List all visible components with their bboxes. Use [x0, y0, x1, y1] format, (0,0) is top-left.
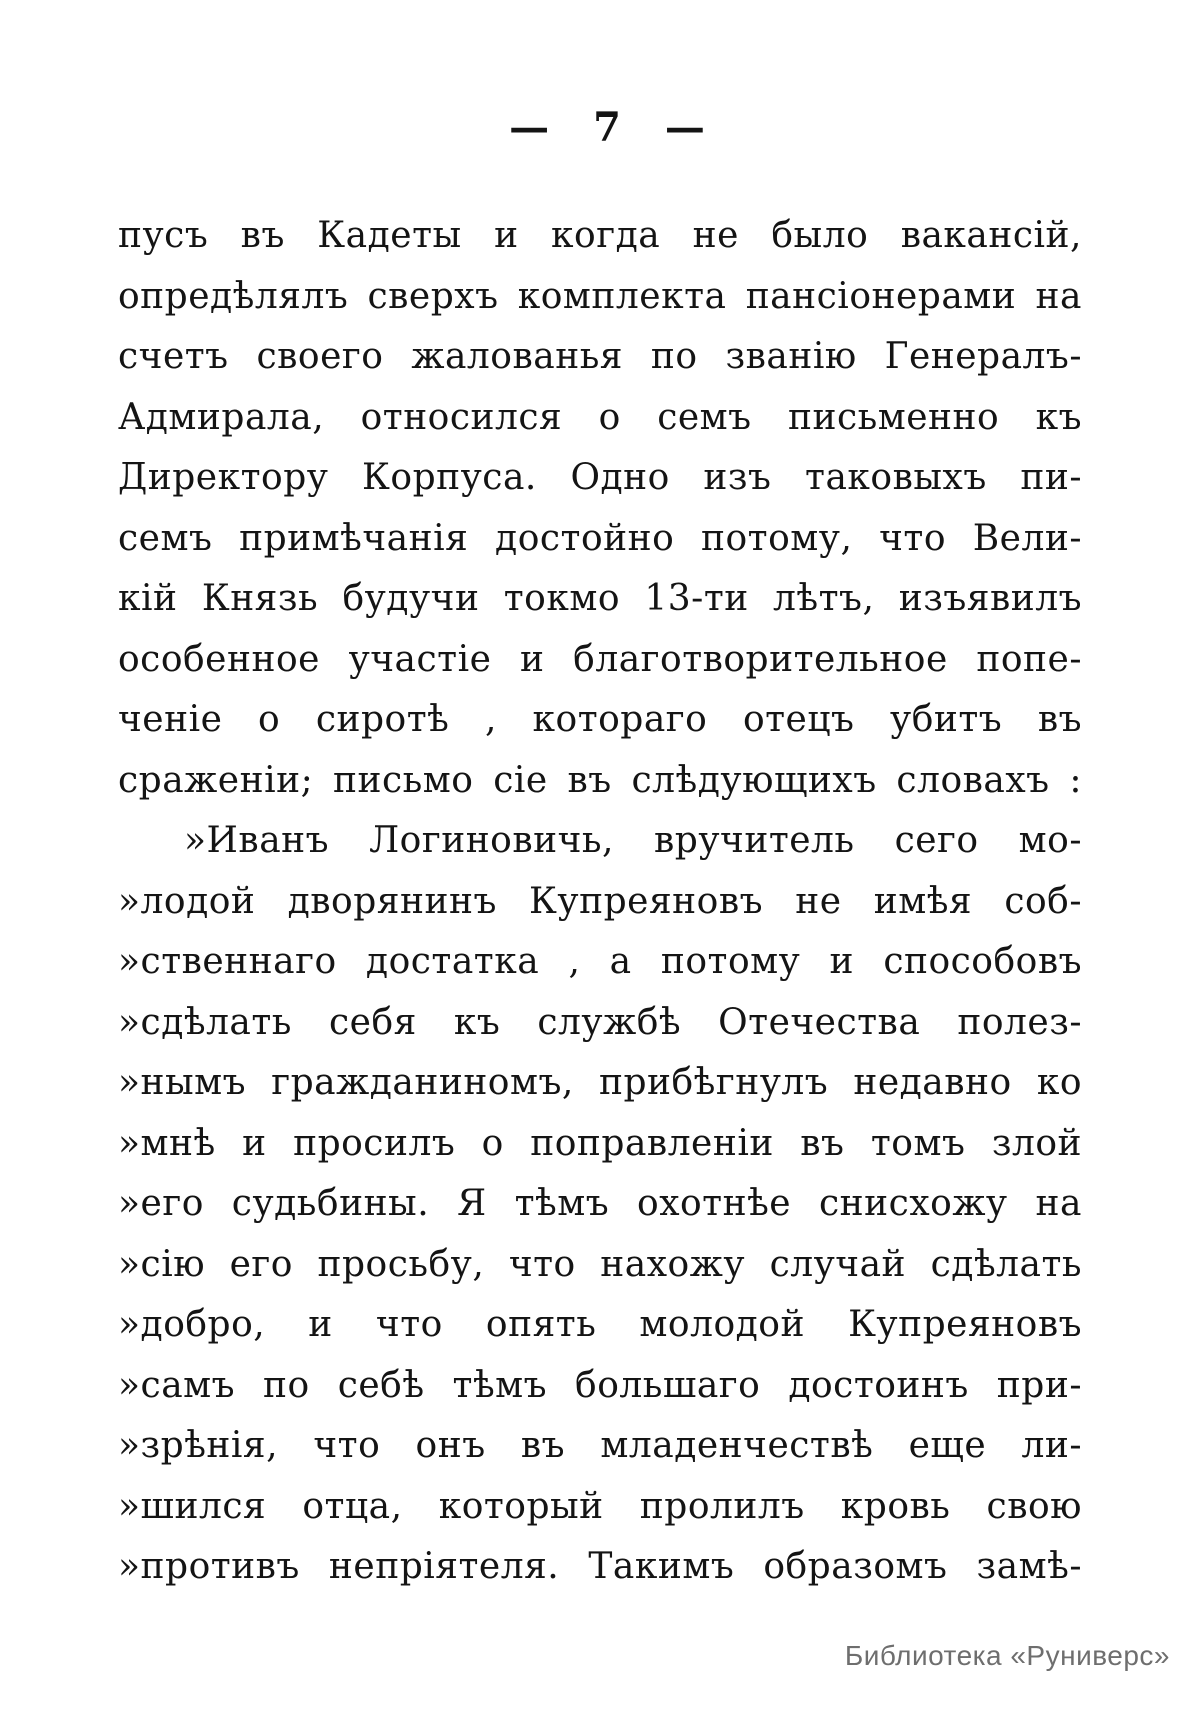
text-line: »противъ непріятеля. Такимъ образомъ замѣ-	[118, 1546, 1082, 1587]
text-line: семъ примѣчанія достойно потому, что Вели-	[118, 517, 1082, 559]
text-line: опредѣлялъ сверхъ комплекта пансіонерами на	[118, 275, 1082, 317]
text-line: Директору Корпуса. Одно изъ таковыхъ пи-	[118, 457, 1082, 498]
text-line: Адмирала, относился о семъ письменно къ	[118, 396, 1082, 438]
text-line: »ственнаго достатка , а потому и способовъ	[118, 941, 1082, 982]
text-line: кій Князь будучи токмо 13-ти лѣтъ, изъявилъ	[118, 578, 1082, 619]
text-line: сраженіи; письмо сіе въ слѣдующихъ словахъ :	[118, 759, 1082, 801]
text-line-paragraph-start: »Иванъ Логиновичь, вручитель сего мо-	[184, 820, 1082, 861]
text-line: »мнѣ и просилъ о поправленіи въ томъ злой	[118, 1122, 1082, 1164]
text-line: »сдѣлать себя къ службѣ Отечества полез-	[118, 1001, 1082, 1043]
body-text	[118, 206, 1082, 1598]
text-line: »зрѣнія, что онъ въ младенчествѣ еще ли-	[118, 1425, 1082, 1466]
text-line: »сію его просьбу, что нахожу случай сдѣлать	[118, 1243, 1082, 1285]
library-watermark: Библиотека «Руниверс»	[844, 1640, 1170, 1671]
text-line: »лодой дворянинъ Купреяновъ не имѣя соб-	[118, 880, 1082, 922]
text-line: »шился отца, который пролилъ кровь свою	[118, 1485, 1082, 1527]
text-line: »самъ по себѣ тѣмъ большаго достоинъ при-	[118, 1364, 1082, 1406]
text-line: особенное участіе и благотворительное попе-	[118, 638, 1082, 680]
text-line: »нымъ гражданиномъ, прибѣгнулъ недавно ко	[118, 1062, 1082, 1103]
text-line: »его судьбины. Я тѣмъ охотнѣе снисхожу на	[118, 1183, 1082, 1224]
text-line: счетъ своего жалованья по званію Генералъ-	[118, 336, 1082, 377]
text-line: »добро, и что опять молодой Купреяновъ	[118, 1304, 1082, 1345]
text-line: пусъ въ Кадеты и когда не было вакансій,	[118, 215, 1082, 256]
page-number: — 7 —	[509, 104, 707, 151]
text-line: ченіе о сиротѣ , котораго отецъ убитъ въ	[118, 699, 1082, 740]
